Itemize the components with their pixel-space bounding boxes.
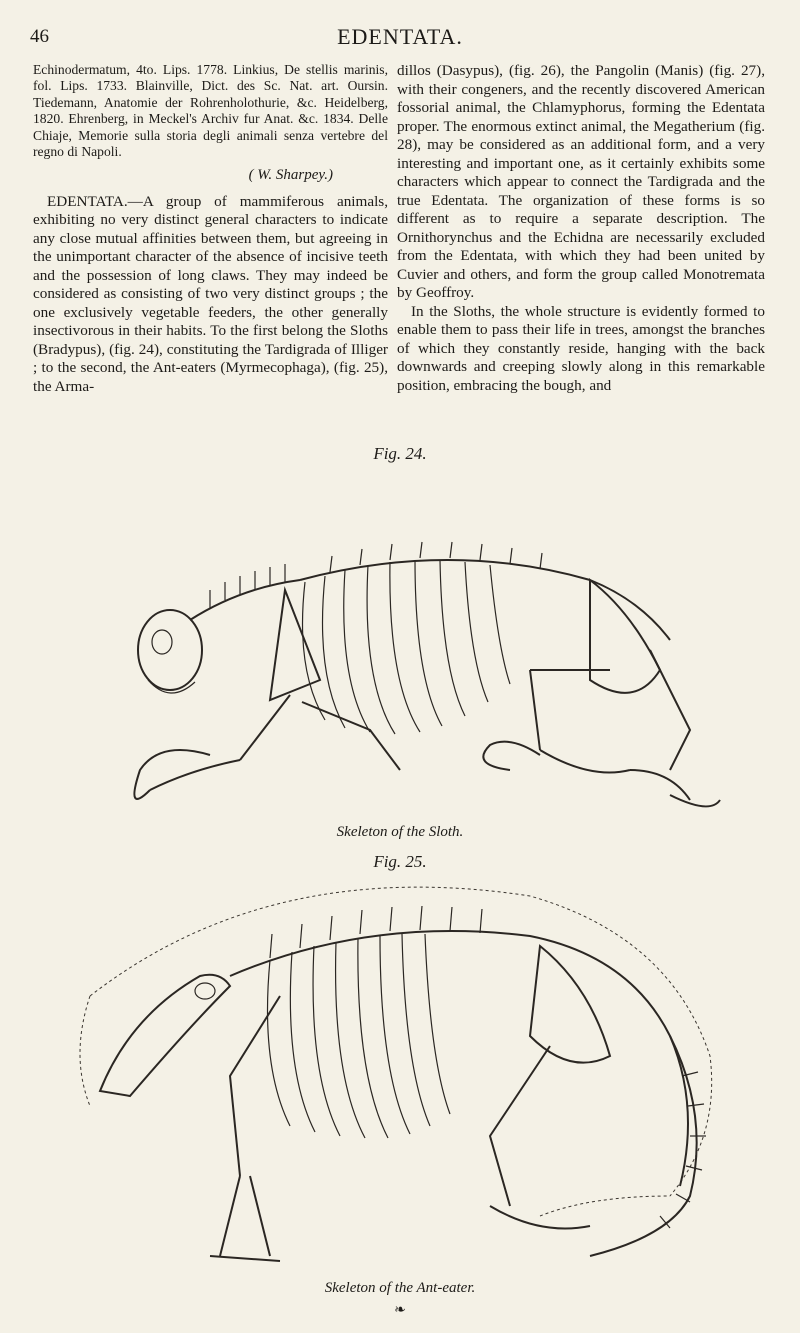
page-number: 46: [30, 26, 49, 47]
references-text: Echinodermatum, 4to. Lips. 1778. Linkius, De stellis marinis, fol. Lips. 1733. Blainville, Dict. des Sc. Nat. art. Oursin. Tiedemann, Anatomie der Rohrenholothurie, &c. Heidelberg, 1820. Ehrenberg, in Meckel's Archiv fur Anat. &c. 1834. Delle Chiaje, Memorie sulla storia degli animali senza vertebre del regno di Napoli.: [33, 62, 388, 160]
left-column: [33, 62, 388, 396]
sloth-skeleton-illustration: [70, 470, 730, 820]
body-paragraph: In the Sloths, the whole structure is evidently formed to enable them to pass their life in trees, amongst the branches of which they constantly reside, hanging with the back downwards and creeping slowly along in this remarkable position, embracing the bough, and: [397, 302, 765, 394]
body-paragraph: EDENTATA.—A group of mammiferous animals, exhibiting no very distinct general characters to indicate any close mutual affinities between them, but agreeing in the unimportant character of the absence of incisive teeth and the possession of long claws. They may indeed be considered as consisting of two very distinct groups ; the one exclusively vegetable feeders, the other generally insectivorous in their habits. To the first belong the Sloths (Bradypus), (fig. 24), constituting the Tardigrada of Illiger ; to the second, the Ant-eaters (Myrmecophaga), (fig. 25), the Arma-: [33, 192, 388, 395]
figure-label: Fig. 25.: [373, 852, 427, 871]
body-paragraph: dillos (Dasypus), (fig. 26), the Pangolin (Manis) (fig. 27), with their congeners, and the recently discovered American fossorial animal, the Chlamyphorus, forming the Edentata proper. The enormous extinct animal, the Megatherium (fig. 28), may be considered as an additional form, and a very interesting and important one, as it certainly exhibits some characters which appear to connect the Tardigrada and the true Edentata. The organization of these forms is so different as to require a separate description. The Ornithorynchus and the Echidna are necessarily excluded from the Edentata, with which they had been united by Cuvier and others, and form the group called Monotremata by Geoffroy.: [397, 62, 765, 301]
anteater-skeleton-illustration: [70, 876, 730, 1276]
figure-label: Fig. 24.: [373, 444, 427, 463]
figure-caption: Skeleton of the Ant-eater.: [324, 1280, 476, 1296]
running-head: EDENTATA.: [337, 24, 463, 49]
author-signature: ( W. Sharpey.): [248, 167, 333, 184]
end-ornament: ❧: [394, 1303, 406, 1318]
right-column: [397, 62, 765, 395]
figure-caption: Skeleton of the Sloth.: [336, 824, 464, 840]
